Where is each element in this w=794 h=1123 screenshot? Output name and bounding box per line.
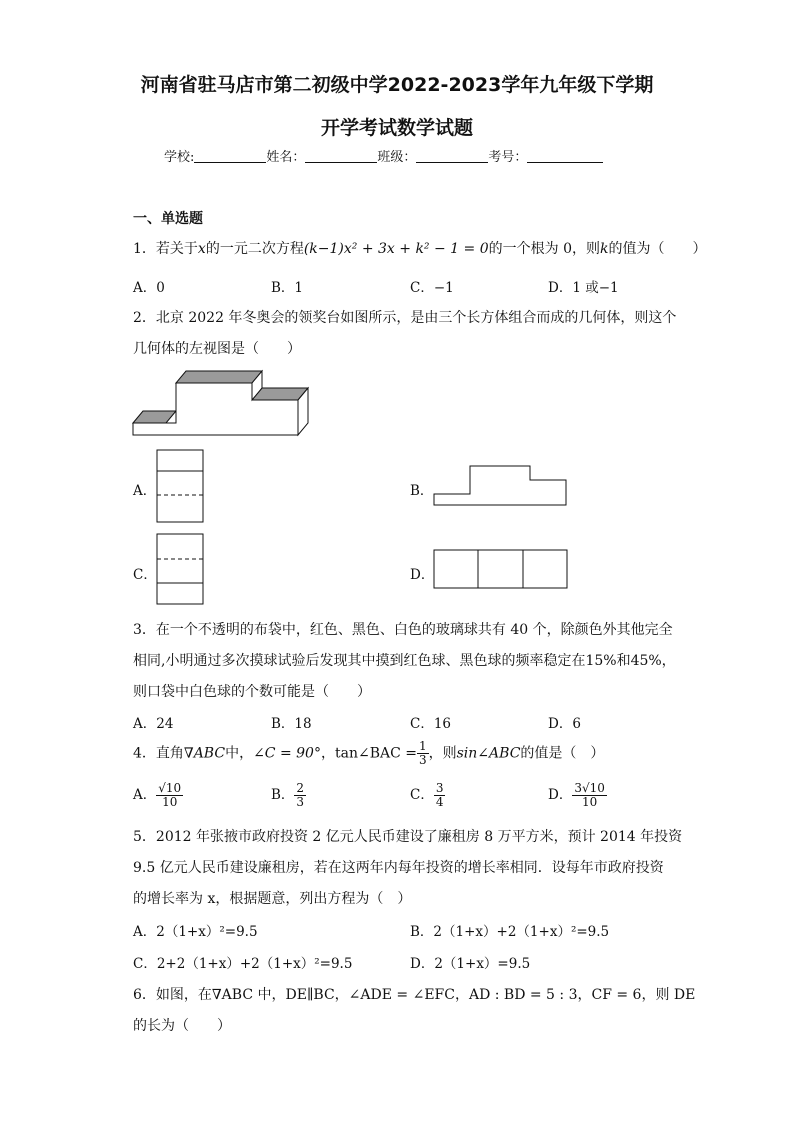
exam-title-line1: 河南省驻马店市第二初级中学2022-2023学年九年级下学期 [140, 74, 654, 96]
q2-line2: 几何体的左视图是（ ） [133, 341, 301, 357]
q4-frac-den: 3 [418, 753, 427, 767]
q4-b-num: 2 [296, 781, 305, 795]
q2-option-b-figure [432, 464, 570, 508]
exam-title-line2: 开学考试数学试题 [320, 117, 473, 139]
q4-mid1: 中， [225, 745, 254, 762]
q4-b-frac [294, 782, 306, 809]
q5-line1: 5．2012 年张掖市政府投资 2 亿元人民币建设了廉租房 8 万平方米，预计 2014 年投资 [133, 829, 683, 845]
number-label: 考号： [488, 150, 528, 165]
class-label: 班级： [377, 150, 417, 165]
q4-fraction [417, 740, 429, 767]
q4-label-c: C． [410, 787, 434, 803]
question-1 [133, 238, 706, 258]
q1-equation: (k−1)x² + 3x + k² − 1 = 0 [303, 241, 489, 257]
q4-b-den: 3 [296, 795, 305, 809]
q5-option-d: D．2（1+x）=9.5 [410, 956, 531, 972]
q3-line3: 则口袋中白色球的个数可能是（ ） [133, 684, 371, 700]
q3-line2: 相同,小明通过多次摸球试验后发现其中摸到红色球、黑色球的频率稳定在15%和45%， [133, 653, 676, 669]
school-blank [194, 150, 266, 163]
q4-label-d: D． [548, 787, 573, 803]
q2-option-c-figure [156, 533, 206, 607]
q4-option-c [410, 782, 445, 809]
q1-option-d: D．1 或−1 [548, 280, 619, 296]
header-fields [164, 146, 603, 165]
q2-option-d-figure [432, 548, 570, 590]
q4-tan: ，tan∠BAC = [320, 745, 417, 762]
q4-a-num: √10 [158, 781, 182, 795]
podium-figure [130, 366, 315, 438]
q4-c-den: 4 [435, 795, 444, 809]
q2-label-b: B． [410, 483, 434, 499]
q4-d-den: 10 [581, 795, 598, 809]
number-blank [527, 150, 603, 163]
q4-end: 的值是（ ） [520, 745, 605, 762]
q2-label-c: C． [133, 567, 157, 583]
q1-suffix: 的一个根为 0，则 [488, 241, 600, 257]
q4-d-num: 3√10 [574, 781, 605, 795]
q5-option-c: C．2+2（1+x）+2（1+x）²=9.5 [133, 956, 353, 972]
q3-option-a: A．24 [133, 716, 174, 732]
q2-label-d: D． [410, 567, 435, 583]
q4-label-a: A． [133, 787, 157, 803]
q4-label-b: B． [271, 787, 295, 803]
q1-option-b: B．1 [271, 280, 304, 296]
q3-option-d: D．6 [548, 716, 581, 732]
q4-c-num: 3 [435, 781, 444, 795]
q3-option-c: C．16 [410, 716, 452, 732]
q1-option-c: C．−1 [410, 280, 454, 296]
q4-mid3: ，则 [428, 745, 457, 762]
q5-option-a: A．2（1+x）²=9.5 [133, 924, 258, 940]
q4-option-d [548, 782, 607, 809]
q4-c-frac [434, 782, 446, 809]
q4-a-den: 10 [162, 795, 178, 809]
q1-mid: 的一元二次方程 [205, 241, 304, 257]
q1-var-k: k [599, 241, 609, 257]
q4-frac-num: 1 [418, 739, 427, 753]
q4-prefix: 4．直角 [133, 745, 184, 762]
q4-option-a [133, 782, 183, 809]
q4-d-frac [572, 782, 607, 809]
school-label: 学校: [164, 150, 195, 165]
section-title: 一、单选题 [133, 211, 203, 227]
q6-line1: 6．如图，在∇ABC 中，DE∥BC，∠ADE = ∠EFC，AD : BD = 5 : 3，CF = 6，则 DE [133, 987, 696, 1003]
q4-angle: ∠C = 90° [253, 745, 321, 762]
q5-line2: 9.5 亿元人民币建设廉租房，若在这两年内每年投资的增长率相同．设每年市政府投资 [133, 860, 664, 876]
class-blank [416, 150, 488, 163]
q4-option-b [271, 782, 306, 809]
q1-end: 的值为（ ） [608, 241, 707, 257]
q3-line1: 3．在一个不透明的布袋中，红色、黑色、白色的玻璃球共有 40 个，除颜色外其他完全 [133, 622, 673, 638]
name-blank [305, 150, 377, 163]
q5-line3: 的增长率为 x，根据题意，列出方程为（ ） [133, 891, 412, 907]
q2-line1: 2．北京 2022 年冬奥会的领奖台如图所示，是由三个长方体组合而成的几何体，则这个 [133, 310, 677, 326]
q2-option-a-figure [156, 449, 206, 525]
q3-option-b: B．18 [271, 716, 312, 732]
q1-option-a: A．0 [133, 280, 165, 296]
q6-line2: 的长为（ ） [133, 1018, 231, 1034]
q2-label-a: A． [133, 483, 157, 499]
name-label: 姓名： [266, 150, 306, 165]
q1-var-x: x [197, 241, 206, 257]
q4-triangle: ∇ABC [183, 745, 226, 762]
q4-sin: sin∠ABC [456, 745, 521, 762]
q1-prefix: 1．若关于 [133, 241, 198, 257]
q4-a-frac [156, 782, 183, 809]
question-4 [133, 740, 604, 767]
q5-option-b: B．2（1+x）+2（1+x）²=9.5 [410, 924, 610, 940]
